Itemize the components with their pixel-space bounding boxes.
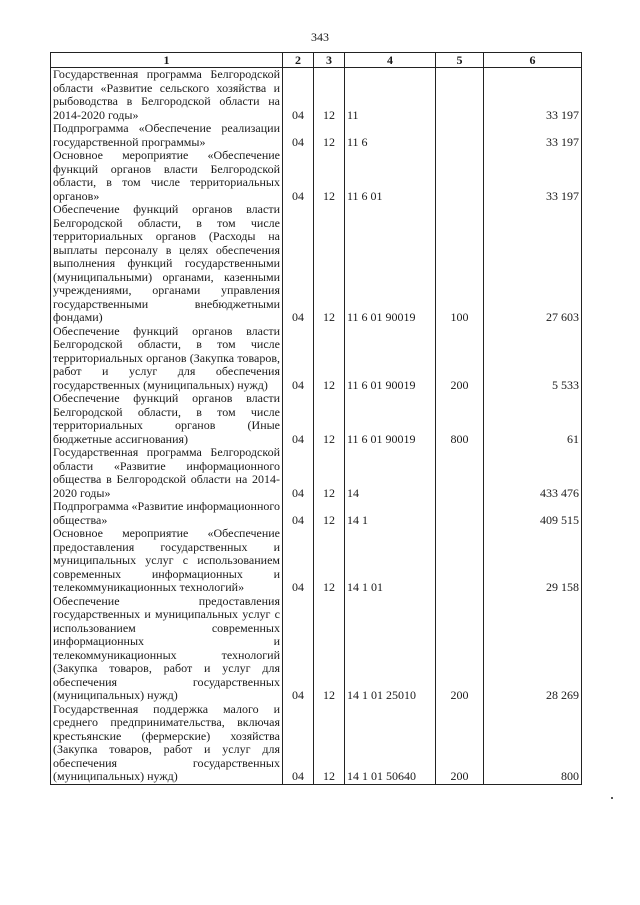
row-expense-type: 200 — [436, 325, 484, 393]
row-expense-type — [436, 122, 484, 149]
row-amount: 33 197 — [484, 149, 582, 203]
row-amount: 433 476 — [484, 446, 582, 500]
row-subsection: 12 — [314, 703, 345, 785]
row-expense-type: 200 — [436, 703, 484, 785]
row-subsection: 12 — [314, 446, 345, 500]
row-subsection: 12 — [314, 500, 345, 527]
row-target-code: 11 6 01 90019 — [345, 203, 436, 325]
row-subsection: 12 — [314, 527, 345, 595]
page-number: 343 — [311, 30, 329, 44]
row-section: 04 — [283, 122, 314, 149]
row-expense-type — [436, 527, 484, 595]
row-expense-type — [436, 149, 484, 203]
row-subsection: 12 — [314, 595, 345, 703]
row-name: Основное мероприятие «Обеспечение функций органов власти Белгородской области, в том числе территориальных органов» — [51, 149, 283, 203]
row-section: 04 — [283, 203, 314, 325]
row-amount: 61 — [484, 392, 582, 446]
row-section: 04 — [283, 595, 314, 703]
row-name: Обеспечение функций органов власти Белгородской области, в том числе территориальных органов (Иные бюджетные ассигнования) — [51, 392, 283, 446]
row-name: Государственная поддержка малого и среднего предпринимательства, включая крестьянские (фермерские) хозяйства (Закупка товаров, работ и услуг для обеспечения государственных (муниципальных) нужд) — [51, 703, 283, 785]
row-target-code: 11 6 — [345, 122, 436, 149]
header-col-1: 1 — [51, 53, 283, 68]
row-expense-type: 100 — [436, 203, 484, 325]
row-name: Государственная программа Белгородской области «Развитие информационного общества в Белгородской области на 2014-2020 годы» — [51, 446, 283, 500]
row-subsection: 12 — [314, 392, 345, 446]
row-subsection: 12 — [314, 68, 345, 123]
row-expense-type — [436, 68, 484, 123]
row-amount: 27 603 — [484, 203, 582, 325]
row-target-code: 14 1 01 25010 — [345, 595, 436, 703]
row-target-code: 14 1 01 50640 — [345, 703, 436, 785]
row-subsection: 12 — [314, 203, 345, 325]
scan-speck — [611, 797, 613, 799]
header-col-6: 6 — [484, 53, 582, 68]
header-col-4: 4 — [345, 53, 436, 68]
row-amount: 33 197 — [484, 122, 582, 149]
row-amount: 28 269 — [484, 595, 582, 703]
row-name: Подпрограмма «Развитие информационного общества» — [51, 500, 283, 527]
table-body — [51, 68, 582, 785]
table-row — [51, 392, 582, 446]
row-target-code: 11 6 01 90019 — [345, 325, 436, 393]
row-section: 04 — [283, 325, 314, 393]
row-target-code: 14 1 01 — [345, 527, 436, 595]
row-name: Подпрограмма «Обеспечение реализации государственной программы» — [51, 122, 283, 149]
header-col-3: 3 — [314, 53, 345, 68]
row-target-code: 11 6 01 — [345, 149, 436, 203]
table-row — [51, 203, 582, 325]
row-section: 04 — [283, 392, 314, 446]
row-name: Обеспечение предоставления государственных и муниципальных услуг с использованием современных информационных и телекоммуникационных технологий (Закупка товаров, работ и услуг для обеспечения государственных (муниципальных) нужд) — [51, 595, 283, 703]
table-row — [51, 446, 582, 500]
row-section: 04 — [283, 703, 314, 785]
row-target-code: 14 — [345, 446, 436, 500]
row-target-code: 11 6 01 90019 — [345, 392, 436, 446]
row-expense-type — [436, 500, 484, 527]
table-row — [51, 500, 582, 527]
row-amount: 800 — [484, 703, 582, 785]
row-name: Основное мероприятие «Обеспечение предоставления государственных и муниципальных услуг с использованием современных информационных и телекоммуникационных технологий» — [51, 527, 283, 595]
row-section: 04 — [283, 500, 314, 527]
row-section: 04 — [283, 527, 314, 595]
row-target-code: 14 1 — [345, 500, 436, 527]
table-header — [51, 53, 582, 68]
row-target-code: 11 — [345, 68, 436, 123]
table-row — [51, 68, 582, 123]
budget-table — [50, 52, 582, 785]
row-expense-type — [436, 446, 484, 500]
row-section: 04 — [283, 68, 314, 123]
row-amount: 5 533 — [484, 325, 582, 393]
row-name: Государственная программа Белгородской области «Развитие сельского хозяйства и рыбоводства в Белгородской области на 2014-2020 годы» — [51, 68, 283, 123]
row-subsection: 12 — [314, 149, 345, 203]
row-section: 04 — [283, 446, 314, 500]
row-section: 04 — [283, 149, 314, 203]
row-subsection: 12 — [314, 325, 345, 393]
table-row — [51, 527, 582, 595]
table-row — [51, 595, 582, 703]
row-name: Обеспечение функций органов власти Белгородской области, в том числе территориальных органов (Расходы на выплаты персоналу в целях обеспечения выполнения функций государственными (муниципальными) органами, казенными учреждениями, органами управления государственными внебюджетными фондами) — [51, 203, 283, 325]
table-row — [51, 703, 582, 785]
row-expense-type: 200 — [436, 595, 484, 703]
header-col-5: 5 — [436, 53, 484, 68]
row-subsection: 12 — [314, 122, 345, 149]
row-name: Обеспечение функций органов власти Белгородской области, в том числе территориальных органов (Закупка товаров, работ и услуг для обеспечения государственных (муниципальных) нужд) — [51, 325, 283, 393]
header-row — [51, 53, 582, 68]
row-amount: 409 515 — [484, 500, 582, 527]
row-amount: 33 197 — [484, 68, 582, 123]
table-row — [51, 149, 582, 203]
table-row — [51, 325, 582, 393]
table-row — [51, 122, 582, 149]
row-expense-type: 800 — [436, 392, 484, 446]
header-col-2: 2 — [283, 53, 314, 68]
row-amount: 29 158 — [484, 527, 582, 595]
